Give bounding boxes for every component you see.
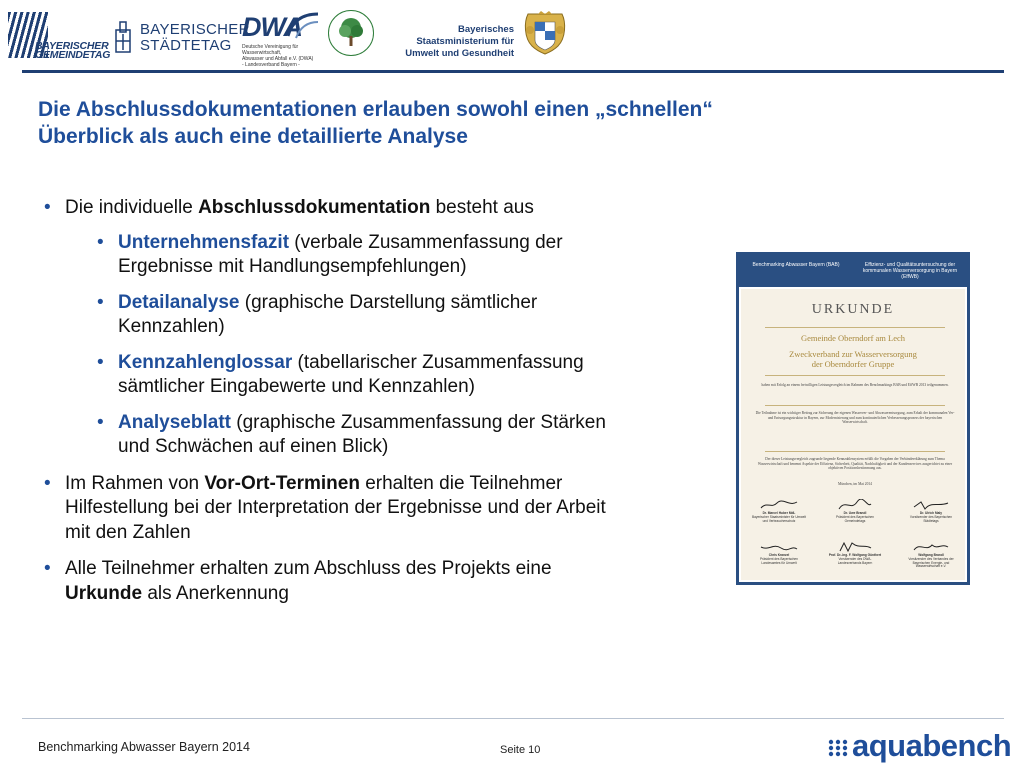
sub-bullet-analyseblatt [97,411,624,460]
dwa-subtitle-line2: Abwasser und Abfall e.V. (DWA) [242,56,314,62]
staedtetag-mark-icon [112,20,134,54]
certificate-text-2: Die Teilnahme ist ein wichtiger Beitrag zur Sicherung der eigenen Wasserver- und Abwasserentsorgung, zum Erhalt der kommunalen Ver- und Entsorgungsstruktur in Bayern, zur Modernisierung und zum kontinuierlichen Verbesserungsprozess der bayerischen Wasserwirtschaft. [755,411,955,425]
footer-divider [22,718,1004,719]
certificate-signature [827,541,883,565]
certificate-zweckverband-2: der Oberndorfer Gruppe [811,359,895,369]
footer-page-number: Seite 10 [500,744,541,756]
logo-aquabench [828,728,1012,764]
bavarian-crest-icon [522,10,568,56]
signature-role: Präsident des Bayerischen Landesamtes für Umwelt [760,556,798,565]
bullet-text: Im Rahmen von [65,472,205,494]
staedtetag-line2: STÄDTETAG [140,37,232,54]
sub-bullet-bold-text: Unternehmensfazit [118,231,290,253]
certificate-title: URKUNDE [811,302,895,317]
signature-name: Chris Kranzel [768,553,790,557]
signature-scribble-icon [759,499,799,511]
signature-role: Vorsitzender des DWA-Landesverbands Bayern [837,556,873,565]
certificate-signature [751,499,807,523]
gemeindetag-line1: BAYERISCHER [35,40,109,52]
dwa-subtitle-line1: Deutsche Vereinigung für Wasserwirtschaft, [242,44,299,56]
bullet-list [44,196,624,618]
slide-title-line1: Die Abschlussdokumentationen erlauben sowohl einen „schnellen“ [38,98,713,121]
signature-role: Bayerischer Staatsminister für Umwelt und Verbraucherschutz [751,514,807,523]
signature-name: Dr. Ulrich Maly [919,511,943,515]
certificate-signature [751,541,807,565]
sub-bullet-text: (graphische Darstellung sämtlicher Kennzahlen) [118,291,538,337]
staedtetag-wordmark [140,22,250,54]
sub-bullet-text: (verbale Zusammenfassung der Ergebnisse mit Handlungsempfehlungen) [118,231,563,277]
signature-name: Dr. Marcel Huber MdL [762,511,796,515]
bullet-bold-text: Vor-Ort-Terminen [204,472,360,494]
sub-bullet-list [65,231,624,460]
certificate-header [739,255,967,287]
aquabench-wordmark: aquabench [852,728,1012,763]
logo-lebensministerium [328,10,374,62]
signature-role: Vorsitzender des Bayerischen Städtetags [909,514,953,523]
bullet-text: besteht aus [430,197,534,218]
certificate-header-left: Benchmarking Abwasser Bayern (BAB) [752,262,840,268]
header-divider [22,70,1004,73]
sub-bullet-text: (tabellarischer Zusammenfassung sämtlicher Eingabewerte und Kennzahlen) [118,351,584,397]
dwa-wordmark: DWA [242,12,302,42]
signature-name: Wolfgang Brandl [918,553,944,557]
slide-title [38,96,918,150]
certificate-gemeinde: Gemeinde Oberndorf am Lech [800,333,906,343]
signature-role: Vorsitzender des Verbandes der Bayerischen Energie- und Wasserwirtschaft e.V. [908,556,954,569]
certificate-signature [903,499,959,523]
footer-project-name: Benchmarking Abwasser Bayern 2014 [38,740,250,754]
bullet-text: Alle Teilnehmer erhalten zum Abschluss des Projekts eine [65,558,552,579]
dwa-subtitle-line3: - Landesverband Bayern - [242,62,300,68]
certificate-image [736,252,970,585]
sub-bullet-unternehmensfazit [97,231,624,280]
certificate-rule [765,327,945,328]
certificate-zweckverband-1: Zweckverband zur Wasserversorgung [789,349,917,359]
signature-scribble-icon [835,541,875,553]
signature-name: Dr. Uwe Brandl [843,511,867,515]
logo-dwa [240,8,324,68]
certificate-body [739,287,967,582]
signature-name: Prof. Dr.-Ing. F. Wolfgang Günthert [828,553,882,557]
sub-bullet-text: (graphische Zusammenfassung der Stärken und Schwächen auf einen Blick) [118,411,606,457]
signature-scribble-icon [911,541,951,553]
aquabench-dots-icon [828,739,850,757]
signature-scribble-icon [759,541,799,553]
logo-bayerischer-staedtetag [112,14,250,60]
ministry-wordmark [380,24,514,60]
certificate-rule [765,451,945,452]
bullet-urkunde [44,557,624,606]
certificate-rule [765,375,945,376]
sub-bullet-kennzahlenglossar [97,351,624,400]
certificate-rule [765,405,945,406]
bullet-bold-text: Urkunde [65,582,143,604]
certificate-text-3: Der dieser Leistungsvergleich zugrunde liegende Kennzahlensystem erfüllt die Vorgaben der Verbändeerklärung zum Thema Wasserwirtschaft und benennt Aspekte der Effizienz, Sicherheit, Qualität, Nachhaltigkeit und der Kundenservices ausgerichtet zu einer objektiven Positionsbestimmung aus. [757,457,953,471]
slide-title-line2: Überblick als auch eine detaillierte Analyse [38,125,468,148]
sub-bullet-detailanalyse [97,291,624,340]
bullet-abschlussdokumentation [44,196,624,460]
dwa-subtitle [242,44,324,68]
sub-bullet-bold-text: Detailanalyse [118,291,240,313]
bullet-text: Die individuelle [65,197,199,218]
bullet-text: als Anerkennung [142,582,289,604]
certificate-signature [827,499,883,523]
bullet-vor-ort-termine [44,472,624,546]
signature-role: Präsident des Bayerischen Gemeindetags [836,514,874,523]
sub-bullet-bold-text: Kennzahlenglossar [118,351,293,373]
bullet-text: erhalten die Teilnehmer Hilfestellung bei der Interpretation der Ergebnisse und der Arbeit mit den Zahlen [65,472,606,543]
ministry-line1: Bayerisches Staatsministerium für [416,24,514,47]
ministry-line2: Umwelt und Gesundheit [405,48,514,59]
signature-scribble-icon [911,499,951,511]
dwa-arc-icon [284,10,320,40]
certificate-text-1: haben mit Erfolg an einem freiwilligen Leistungsvergleich im Rahmen des Benchmarkings BAB und EffWB 2013 teilgenommen. [761,383,949,387]
certificate-header-right: Effizienz- und Qualitätsuntersuchung der kommunalen Wasserversorgung in Bayern (EffWB) [862,262,958,280]
lebensministerium-tree-icon [337,16,365,50]
staedtetag-line1: BAYERISCHER [140,21,250,38]
gemeindetag-line2: GEMEINDETAG [35,49,111,61]
sub-bullet-bold-text: Analyseblatt [118,411,231,433]
certificate-signature [903,541,959,569]
bullet-bold-text: Abschlussdokumentation [198,197,431,218]
signature-scribble-icon [835,499,875,511]
logo-bayerischer-gemeindetag [8,12,111,61]
logo-staatsministerium [380,10,570,60]
certificate-date: München, im Mai 2014 [838,482,872,486]
gemeindetag-wordmark [35,42,110,60]
